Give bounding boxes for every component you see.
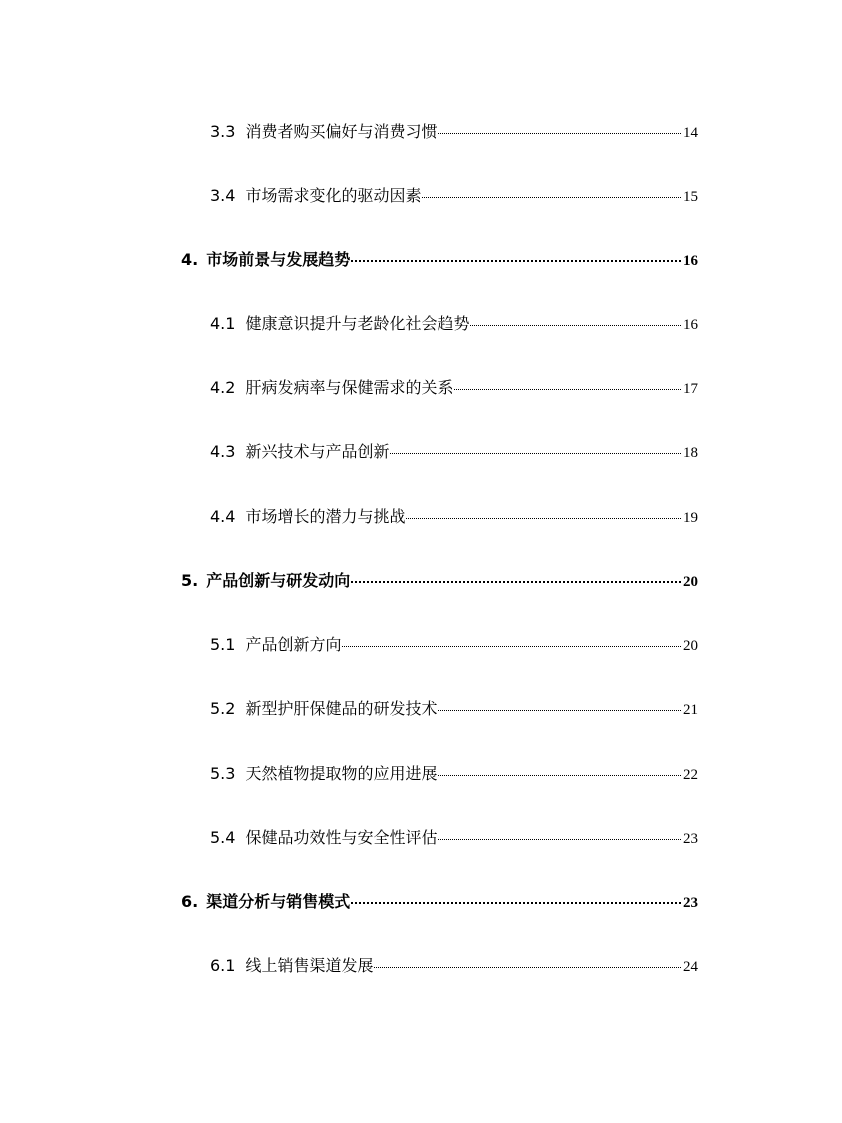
toc-entry-title: 消费者购买偏好与消费习惯 (245, 122, 438, 141)
toc-entry-5-3[interactable] (210, 761, 698, 784)
toc-entry-number: 5.4 (210, 828, 236, 847)
toc-entry-title: 新兴技术与产品创新 (245, 442, 390, 461)
toc-entry-title: 肝病发病率与保健需求的关系 (245, 378, 454, 397)
dot-leader (438, 710, 681, 711)
dot-leader (470, 325, 681, 326)
toc-entry-title: 保健品功效性与安全性评估 (245, 828, 438, 847)
dot-leader (438, 775, 681, 776)
toc-entry-number: 4.3 (210, 442, 236, 461)
toc-entry-title: 产品创新方向 (245, 635, 342, 654)
toc-entry-4[interactable] (181, 247, 698, 270)
toc-entry-number: 3.3 (210, 122, 236, 141)
toc-entry-title: 天然植物提取物的应用进展 (245, 764, 438, 783)
dot-leader (351, 260, 681, 262)
toc-entry-number: 4.1 (210, 314, 236, 333)
toc-entry-number: 6.1 (210, 956, 236, 975)
toc-entry-title: 市场前景与发展趋势 (206, 250, 351, 269)
dot-leader (342, 646, 681, 647)
toc-entry-number: 4.4 (210, 507, 236, 526)
toc-entry-page: 15 (683, 189, 698, 205)
toc-entry-page: 16 (683, 253, 698, 269)
toc-entry-4-2[interactable] (210, 375, 698, 398)
toc-entry-number: 4.2 (210, 378, 236, 397)
toc-entry-title: 新型护肝保健品的研发技术 (245, 699, 438, 718)
toc-entry-title: 市场需求变化的驱动因素 (245, 186, 422, 205)
toc-entry-number: 4. (181, 250, 199, 269)
toc-entry-5[interactable] (181, 568, 698, 591)
toc-entry-5-1[interactable] (210, 632, 698, 655)
toc-entry-title: 渠道分析与销售模式 (206, 892, 351, 911)
toc-entry-4-1[interactable] (210, 311, 698, 334)
toc-entry-page: 16 (683, 317, 698, 333)
toc-entry-page: 21 (683, 702, 698, 718)
toc-entry-number: 3.4 (210, 186, 236, 205)
toc-entry-title: 线上销售渠道发展 (245, 956, 374, 975)
toc-entry-page: 22 (683, 767, 698, 783)
toc-entry-page: 18 (683, 445, 698, 461)
toc-entry-page: 20 (683, 638, 698, 654)
dot-leader (438, 133, 681, 134)
toc-entry-page: 17 (683, 381, 698, 397)
toc-entry-page: 20 (683, 574, 698, 590)
toc-entry-title: 产品创新与研发动向 (206, 571, 351, 590)
toc-entry-5-4[interactable] (210, 825, 698, 848)
dot-leader (374, 967, 681, 968)
dot-leader (351, 581, 681, 583)
toc-entry-number: 6. (181, 892, 199, 911)
toc-entry-3-4[interactable] (210, 183, 698, 206)
toc-entry-page: 24 (683, 959, 698, 975)
toc-entry-number: 5. (181, 571, 199, 590)
dot-leader (406, 518, 681, 519)
toc-entry-4-4[interactable] (210, 504, 698, 527)
dot-leader (454, 389, 681, 390)
toc-entry-3-3[interactable] (210, 119, 698, 142)
dot-leader (422, 197, 681, 198)
toc-entry-page: 19 (683, 510, 698, 526)
toc-entry-6-1[interactable] (210, 953, 698, 976)
toc-entry-page: 23 (683, 831, 698, 847)
toc-entry-title: 市场增长的潜力与挑战 (245, 507, 406, 526)
toc-entry-number: 5.1 (210, 635, 236, 654)
toc-entry-page: 14 (683, 125, 698, 141)
toc-entry-number: 5.2 (210, 699, 236, 718)
dot-leader (438, 839, 681, 840)
dot-leader (351, 902, 681, 904)
toc-entry-5-2[interactable] (210, 696, 698, 719)
toc-entry-number: 5.3 (210, 764, 236, 783)
toc-entry-title: 健康意识提升与老龄化社会趋势 (245, 314, 470, 333)
toc-entry-4-3[interactable] (210, 439, 698, 462)
toc-entry-page: 23 (683, 895, 698, 911)
dot-leader (390, 453, 681, 454)
toc-entry-6[interactable] (181, 889, 698, 912)
